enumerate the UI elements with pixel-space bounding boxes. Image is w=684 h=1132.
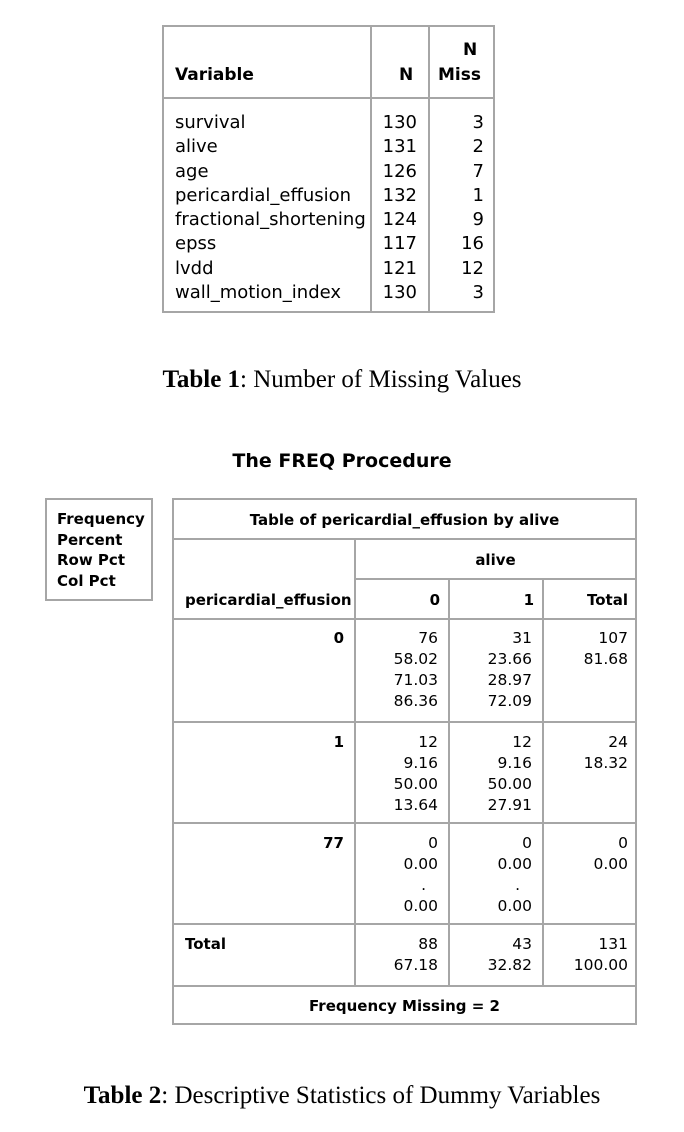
crosstab-table [172, 498, 637, 1025]
missing-values-table [162, 25, 495, 313]
caption-label: Table 1 [162, 366, 241, 393]
cell [356, 628, 438, 712]
cell-col-pct: 27.91 [487, 796, 532, 814]
caption-label: Table 2 [83, 1082, 162, 1109]
cell-total [544, 628, 628, 670]
variable-name: age [175, 160, 209, 182]
n-miss-value: 2 [472, 136, 484, 158]
cell-percent: 100.00 [573, 956, 628, 974]
table1-header-rule [164, 97, 493, 99]
column-variable-label: alive [475, 551, 516, 569]
cell [356, 833, 438, 917]
header-n-miss-line2: Miss [438, 65, 481, 85]
cell-row-pct: 50.00 [487, 775, 532, 793]
n-miss-value: 1 [472, 184, 484, 206]
cell-total-row [356, 934, 438, 976]
column-header-1: 1 [523, 591, 534, 609]
legend-item: Col Pct [57, 571, 116, 590]
column-header-total: Total [587, 591, 628, 609]
procedure-title-text: The FREQ Procedure [232, 450, 452, 472]
n-value: 132 [382, 184, 417, 206]
cell [450, 732, 532, 816]
table2-rule [174, 985, 635, 987]
legend-item: Row Pct [57, 551, 125, 569]
variable-name: fractional_shortening [175, 209, 366, 231]
cell-frequency: 0 [522, 834, 532, 852]
row-label: 1 [333, 733, 344, 751]
table2-rule [174, 538, 635, 540]
header-variable: Variable [175, 65, 254, 85]
cell-contents-legend [45, 498, 153, 601]
n-miss-value: 9 [472, 209, 484, 231]
cell-col-pct: 13.64 [393, 796, 438, 814]
caption-text: : Descriptive Statistics of Dummy Variables [161, 1082, 601, 1109]
cell-frequency: 76 [418, 629, 438, 647]
n-miss-value: 3 [472, 282, 484, 304]
header-n: N [399, 65, 414, 85]
cell-percent: 0.00 [403, 855, 438, 873]
n-miss-value: 12 [461, 257, 484, 279]
procedure-title [0, 450, 684, 472]
cell-percent: 9.16 [497, 754, 532, 772]
caption-text: : Number of Missing Values [240, 366, 522, 393]
cell-frequency: 43 [512, 935, 532, 953]
cell-row-pct: 50.00 [393, 775, 438, 793]
n-miss-value: 7 [472, 160, 484, 182]
table2-rule [174, 721, 635, 723]
variable-name: lvdd [175, 257, 214, 279]
cell [450, 628, 532, 712]
legend-item: Percent [57, 530, 123, 549]
cell-col-pct: 0.00 [403, 897, 438, 915]
column-header-0: 0 [429, 591, 440, 609]
table2-rule [174, 618, 635, 620]
table2-rule [174, 822, 635, 824]
cell-percent: 67.18 [393, 956, 438, 974]
cell-percent: 32.82 [487, 956, 532, 974]
cell-frequency: 31 [512, 629, 532, 647]
cell-total-row [450, 934, 532, 976]
cell-row-pct: . [515, 876, 520, 894]
cell-percent: 9.16 [403, 754, 438, 772]
cell-frequency: 12 [418, 733, 438, 751]
n-value: 124 [382, 209, 417, 231]
cell-frequency: 12 [512, 733, 532, 751]
cell-frequency: 107 [598, 629, 628, 647]
cell-col-pct: 86.36 [393, 692, 438, 710]
n-value: 121 [382, 257, 417, 279]
table1-caption [0, 366, 684, 394]
total-row-label: Total [185, 935, 226, 953]
cell-col-pct: 72.09 [487, 692, 532, 710]
cell-percent: 0.00 [593, 855, 628, 873]
row-label: 0 [333, 629, 344, 647]
cell-percent: 58.02 [393, 650, 438, 668]
variable-name: pericardial_effusion [175, 184, 352, 206]
cell-row-pct: 71.03 [393, 671, 438, 689]
frequency-missing-footer: Frequency Missing = 2 [309, 997, 500, 1015]
variable-column [175, 111, 366, 305]
cell-frequency: 24 [608, 733, 628, 751]
n-column [372, 111, 417, 305]
cell-percent: 23.66 [487, 650, 532, 668]
cell-frequency: 0 [428, 834, 438, 852]
cell-col-pct: 0.00 [497, 897, 532, 915]
cell [356, 732, 438, 816]
variable-name: survival [175, 112, 246, 133]
cell [450, 833, 532, 917]
cell-percent: 18.32 [583, 754, 628, 772]
row-variable-label: pericardial_effusion [185, 591, 352, 609]
cell-frequency: 0 [618, 834, 628, 852]
variable-name: epss [175, 233, 217, 255]
cell-percent: 0.00 [497, 855, 532, 873]
n-value: 126 [382, 160, 417, 182]
n-value: 117 [382, 233, 417, 255]
n-value: 130 [382, 112, 417, 133]
cell-frequency: 88 [418, 935, 438, 953]
crosstab-title: Table of pericardial_effusion by alive [249, 511, 560, 529]
cell-total [544, 833, 628, 875]
n-miss-value: 3 [472, 112, 484, 133]
n-value: 130 [382, 282, 417, 304]
table2-rule [174, 923, 635, 925]
cell-row-pct: . [421, 876, 426, 894]
cell-total [544, 732, 628, 774]
table2-rule [354, 578, 635, 580]
n-miss-value: 16 [461, 233, 484, 255]
cell-grand-total [544, 934, 628, 976]
variable-name: alive [175, 136, 218, 158]
cell-row-pct: 28.97 [487, 671, 532, 689]
n-miss-column [430, 111, 484, 305]
table2-caption [0, 1082, 684, 1110]
legend-item: Frequency [57, 510, 145, 528]
variable-name: wall_motion_index [175, 282, 342, 304]
cell-frequency: 131 [598, 935, 628, 953]
n-value: 131 [382, 136, 417, 158]
row-label: 77 [323, 834, 344, 852]
header-n-miss-line1: N [463, 40, 478, 60]
cell-percent: 81.68 [583, 650, 628, 668]
